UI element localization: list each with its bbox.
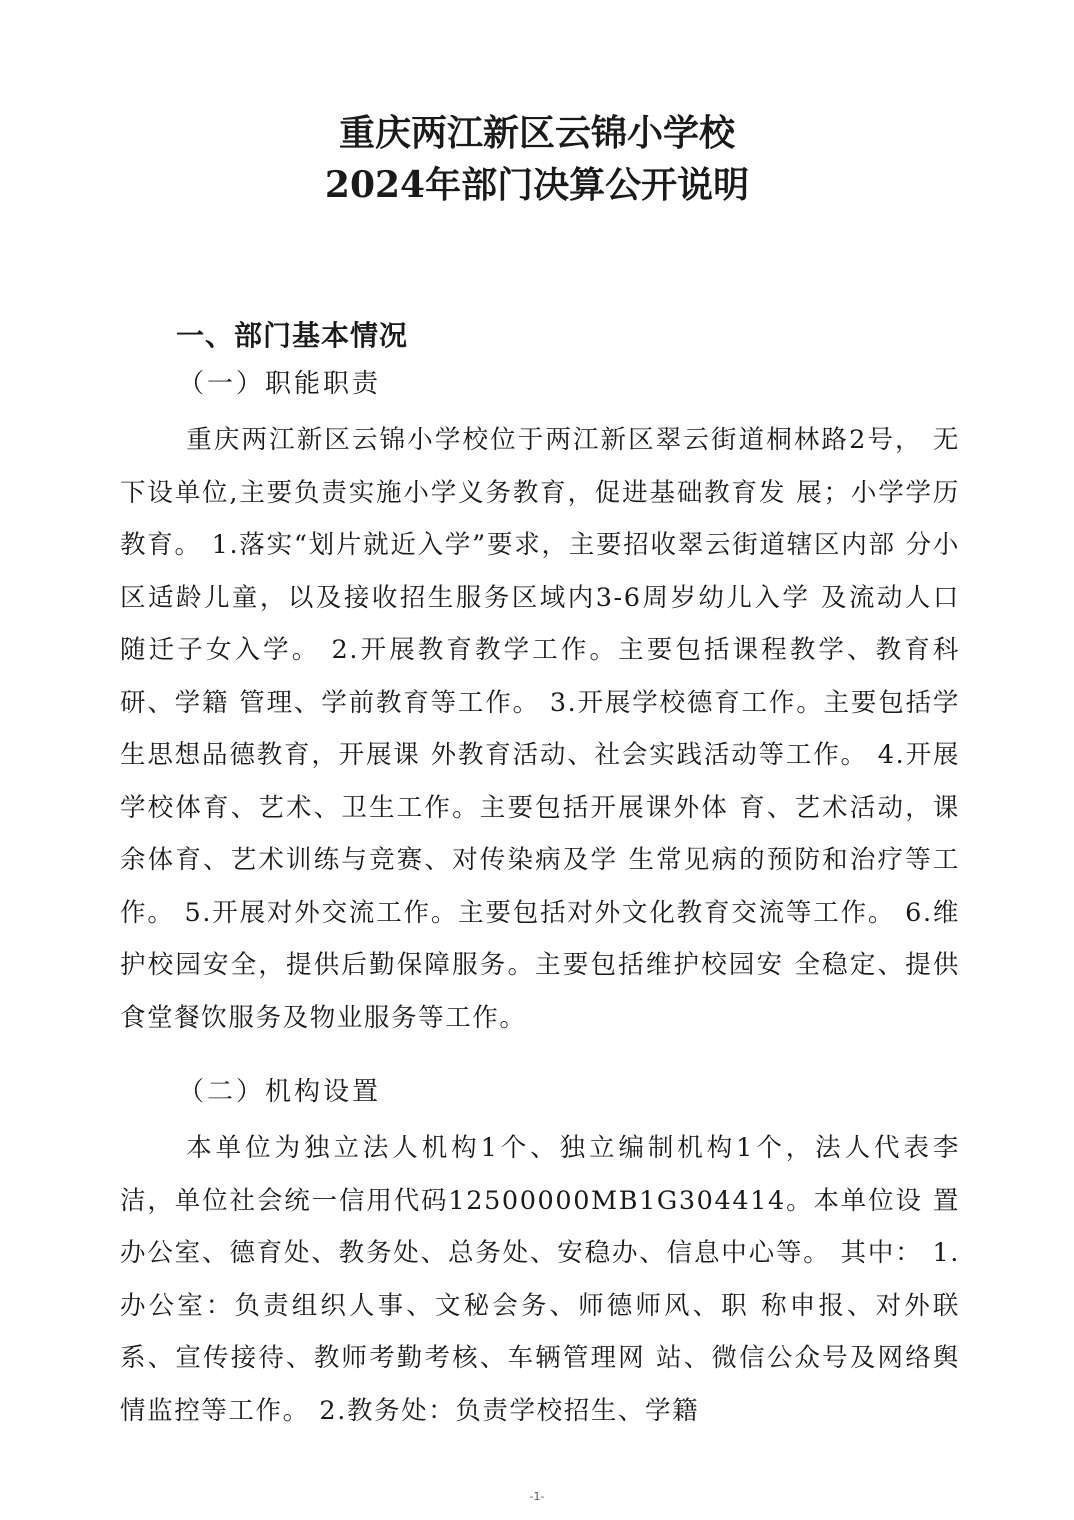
functions-paragraph: 重庆两江新区云锦小学校位于两江新区翠云街道桐林路2号， 无下设单位,主要负责实施小学义务教育，促进基础教育发 展；小学学历教育。 1.落实“划片就近入学”要求，主要招收翠云街道辖区内部 分小区适龄儿童，以及接收招生服务区域内3-6周岁幼儿入学 及流动人口随迁子女入学。 2.开展教育教学工作。主要包括课程教学、教育科研、学籍 管理、学前教育等工作。 3.开展学校德育工作。主要包括学生思想品德教育，开展课 外教育活动、社会实践活动等工作。 4.开展学校体育、艺术、卫生工作。主要包括开展课外体 育、艺术活动，课余体育、艺术训练与竞赛、对传染病及学 生常见病的预防和治疗等工作。 5.开展对外交流工作。主要包括对外文化教育交流等工作。 6.维护校园安全，提供后勤保障服务。主要包括维护校园安 全稳定、提供食堂餐饮服务及物业服务等工作。	[120, 425, 960, 1033]
page-number: -1-	[529, 1490, 545, 1503]
section-heading-basic-info: 一、部门基本情况	[176, 319, 409, 352]
document-title-line-2: 2024年部门决算公开说明	[324, 164, 750, 206]
subsection-heading-organization: （二）机构设置	[178, 1077, 382, 1107]
organization-paragraph: 本单位为独立法人机构1个、独立编制机构1个，法人代表李 洁，单位社会统一信用代码12500000MB1G304414。本单位设 置办公室、德育处、教务处、总务处、安稳办、信息中心等。 其中： 1.办公室：负责组织人事、文秘会务、师德师风、职 称申报、对外联系、宣传接待、教师考勤考核、车辆管理网 站、微信公众号及网络舆情监控等工作。 2.教务处：负责学校招生、学籍	[120, 1133, 960, 1426]
document-title-line-1: 重庆两江新区云锦小学校	[338, 112, 735, 154]
subsection-heading-functions: （一）职能职责	[178, 369, 382, 399]
